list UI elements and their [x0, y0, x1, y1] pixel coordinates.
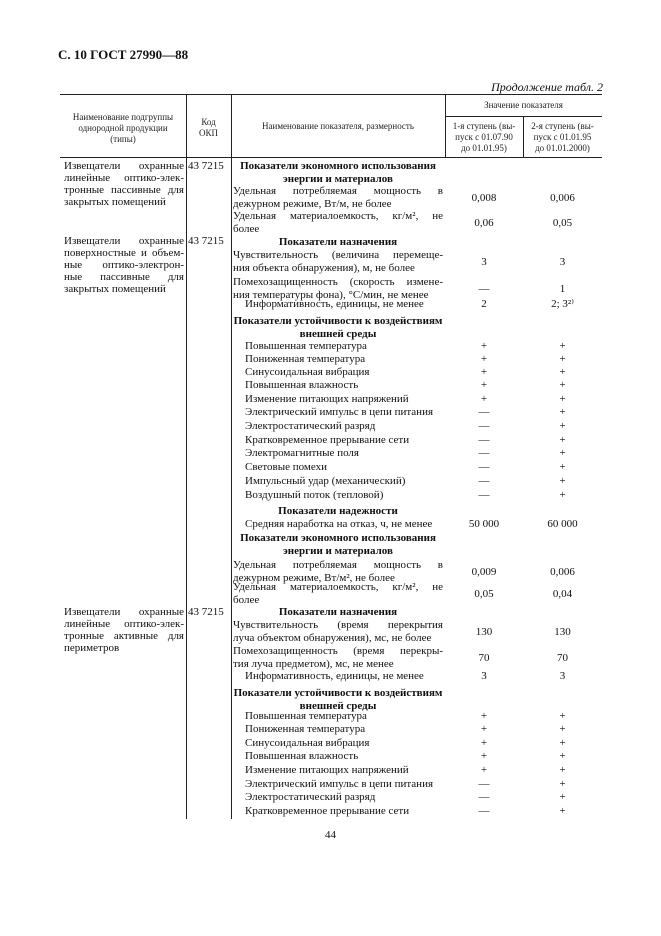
header-bottom-rule	[60, 157, 602, 158]
indicator-line: Кратковременное прерывание сети	[245, 805, 410, 817]
value-stage-2: +	[559, 461, 566, 473]
value-stage-1: +	[480, 710, 488, 722]
value-stage-1: 50 000	[468, 518, 500, 530]
header-stage-2	[523, 121, 602, 154]
group-line: Извещатели охранные	[64, 606, 184, 618]
indicator-line: Удельная потребляемая мощность в	[233, 185, 443, 197]
group-line: тронные активные для	[64, 630, 184, 642]
indicator-line: тия луча предметом), мс, не менее	[233, 658, 394, 670]
indicator-line: Синусоидальная вибрация	[245, 737, 370, 749]
group-line: закрытых помещений	[64, 196, 166, 208]
value-stage-1: 0,06	[474, 216, 494, 229]
value-stage-2: +	[559, 366, 566, 378]
value-stage-1: 0,008	[471, 191, 497, 204]
indicator-line: дежурном режиме, Вт/м, не более	[233, 198, 392, 210]
value-stage-1: 130	[475, 625, 493, 638]
header-stage-line: до 01.01.2000)	[535, 143, 590, 153]
header-group-line: Наименование подгруппы	[72, 112, 174, 122]
value-stage-1: +	[480, 750, 488, 762]
value-stage-2: +	[559, 723, 566, 735]
header-value: Значение показателя	[484, 100, 563, 110]
value-stage-2: 1	[559, 282, 566, 295]
value-stage-1: 70	[478, 651, 490, 664]
value-stage-1: +	[480, 393, 488, 405]
header-stage-line: 2-я ступень (вы-	[531, 121, 594, 131]
value-stage-2: 0,006	[550, 191, 575, 204]
indicator-line: Удельная материалоемкость, кг/м², не	[233, 210, 443, 222]
indicator-line: Пониженная температура	[245, 353, 366, 365]
indicator-line: Изменение питающих напряжений	[245, 764, 409, 776]
indicator-line: Повышенная влажность	[245, 750, 359, 762]
header-group	[60, 112, 186, 145]
indicator-line: Информативность, единицы, не менее	[245, 670, 424, 682]
value-stage-2: +	[559, 710, 566, 722]
value-stage-2: 3	[559, 255, 566, 268]
group-line: тронные пассивные для	[64, 184, 184, 196]
header-okp-line: Код	[201, 117, 216, 127]
indicator-line: Удельная потребляемая мощность в	[233, 559, 443, 571]
value-stage-2: 70	[557, 651, 568, 664]
okp-code-3: 43 7215	[188, 606, 224, 618]
indicator-line: ния температуры фона), °С/мин, не менее	[233, 289, 429, 301]
value-stage-1: —	[478, 461, 490, 473]
value-stage-1: —	[478, 791, 490, 803]
value-stage-1: 3	[481, 255, 487, 268]
indicator-line: Повышенная влажность	[245, 379, 359, 391]
indicator-line: дежурном режиме, Вт/м², не более	[233, 572, 395, 584]
continuation-note: Продолжение табл. 2	[491, 80, 603, 94]
indicator-line: Чувствительность (величина перемеще-	[233, 249, 443, 261]
group-line: периметров	[64, 642, 120, 654]
value-stage-1: —	[478, 420, 490, 432]
indicator-line: ния объекта обнаружения), м, не более	[233, 262, 415, 274]
value-stage-2: +	[559, 475, 566, 487]
section-heading-line: Показатели устойчивости к воздействиям	[233, 687, 443, 699]
indicator-line: Удельная материалоемкость, кг/м², не	[233, 581, 443, 593]
indicator-line: Электрический импульс в цепи питания	[245, 406, 434, 418]
value-stage-1: —	[478, 805, 490, 817]
value-stage-2: +	[559, 489, 566, 501]
indicator-line: Изменение питающих напряжений	[245, 393, 409, 405]
value-stage-1: —	[478, 447, 490, 459]
indicator-line: Средняя наработка на отказ, ч, не менее	[245, 518, 433, 530]
section-heading-line: Показатели экономного использования	[240, 160, 436, 172]
indicator-line: более	[233, 223, 260, 235]
group-line: линейные оптико-элек-	[64, 618, 184, 630]
value-stage-2: 3	[559, 670, 566, 682]
value-stage-1: —	[478, 475, 490, 487]
section-heading-line: Показатели надежности	[278, 505, 398, 517]
page-number: 44	[325, 829, 336, 841]
value-stage-2: 60 000	[547, 518, 578, 530]
value-stage-2: +	[559, 393, 566, 405]
section-heading-line: Показатели назначения	[278, 606, 398, 618]
indicator-line: Электромагнитные поля	[245, 447, 359, 459]
indicator-line: Импульсный удар (механический)	[245, 475, 406, 487]
value-stage-2: +	[559, 434, 566, 446]
indicator-line: Электростатический разряд	[245, 791, 376, 803]
value-stage-2: +	[559, 805, 566, 817]
section-heading-line: энергии и материалов	[283, 545, 393, 557]
indicator-line: Помехозащищенность (скорость измене-	[233, 276, 443, 288]
col-divider-okp	[231, 94, 232, 819]
value-stage-2: 0,006	[550, 565, 575, 578]
value-stage-2: +	[559, 340, 566, 352]
header-group-line: однородной продукции	[78, 123, 168, 133]
value-stage-1: +	[480, 366, 488, 378]
section-heading-line: внешней среды	[299, 700, 377, 712]
value-stage-2: 2; 3²⁾	[551, 298, 574, 310]
value-stage-2: 130	[554, 625, 571, 638]
table-top-rule	[60, 94, 602, 95]
value-stage-1: —	[478, 406, 490, 418]
group-cell-1	[64, 160, 184, 208]
value-stage-2: +	[559, 764, 566, 776]
indicator-line: Помехозащищенность (время перекры-	[233, 645, 443, 657]
section-heading-line: Показатели назначения	[278, 236, 398, 248]
section-heading-line: Показатели экономного использования	[240, 532, 436, 544]
header-group-line: (типы)	[110, 134, 136, 144]
section-heading-line: энергии и материалов	[283, 173, 393, 185]
group-cell-3	[64, 606, 184, 654]
indicator-line: луча объектом обнаружения), мс, не более	[233, 632, 432, 644]
value-stage-2: +	[559, 353, 566, 365]
section-heading-line: Показатели устойчивости к воздействиям	[233, 315, 443, 327]
indicator-line: более	[233, 594, 260, 606]
indicator-line: Кратковременное прерывание сети	[245, 434, 410, 446]
indicator-line: Воздушный поток (тепловой)	[245, 489, 384, 501]
group-line: линейные оптико-элек-	[64, 172, 184, 184]
indicator-line: Чувствительность (время перекрытия	[233, 619, 443, 631]
value-stage-2: +	[559, 447, 566, 459]
value-stage-2: +	[559, 406, 566, 418]
indicator-line: Пониженная температура	[245, 723, 366, 735]
indicator-line: Повышенная температура	[245, 340, 367, 352]
indicator-line: Повышенная температура	[245, 710, 367, 722]
indicator-line: Световые помехи	[245, 461, 327, 473]
value-stage-1: +	[480, 379, 488, 391]
group-line: ные оптико-электрон-	[64, 259, 184, 271]
value-stage-1: +	[480, 340, 488, 352]
value-stage-2: 0,04	[552, 587, 573, 600]
value-stage-2: +	[559, 420, 566, 432]
group-line: Извещатели охранные	[64, 235, 184, 247]
header-stage-line: пуск с 01.01.95	[533, 132, 592, 142]
value-stage-1: 0,05	[474, 587, 494, 600]
value-stage-2: +	[559, 379, 566, 391]
header-okp	[186, 117, 231, 139]
section-heading-line: внешней среды	[299, 328, 377, 340]
value-stage-2: 0,05	[552, 216, 573, 229]
value-stage-1: +	[480, 353, 488, 365]
value-stage-1: +	[480, 737, 488, 749]
value-stage-1: —	[478, 489, 490, 501]
group-line: закрытых помещений	[64, 283, 166, 295]
value-stage-2: +	[559, 778, 566, 790]
header-indicator: Наименование показателя, размерность	[262, 121, 414, 131]
indicator-line: Информативность, единицы, не менее	[245, 298, 424, 310]
header-stage-line: 1-я ступень (вы-	[452, 121, 516, 131]
value-stage-1: +	[480, 723, 488, 735]
indicator-line: Синусоидальная вибрация	[245, 366, 370, 378]
header-stage-line: пуск с 01.07.90	[455, 132, 513, 142]
value-stage-1: 2	[481, 298, 487, 310]
value-stage-1: 3	[481, 670, 487, 682]
group-line: Извещатели охранные	[64, 160, 184, 172]
indicator-line: Электрический импульс в цепи питания	[245, 778, 434, 790]
value-stage-1: —	[478, 282, 490, 295]
okp-code-1: 43 7215	[188, 160, 224, 172]
header-stage-line: до 01.01.95)	[461, 143, 507, 153]
value-stage-2: +	[559, 750, 566, 762]
value-stage-1: +	[480, 764, 488, 776]
indicator-line: Электростатический разряд	[245, 420, 376, 432]
group-line: ные пассивные для	[64, 271, 184, 283]
value-stage-1: 0,009	[471, 565, 497, 578]
value-stage-2: +	[559, 737, 566, 749]
col-divider-group	[186, 94, 187, 819]
group-line: поверхностные и объем-	[64, 247, 184, 259]
page-title: С. 10 ГОСТ 27990—88	[58, 47, 189, 62]
value-stage-1: —	[478, 434, 490, 446]
value-stage-1: —	[478, 778, 490, 790]
group-cell-2	[64, 235, 184, 295]
value-stage-2: +	[559, 791, 566, 803]
okp-code-2: 43 7215	[188, 235, 224, 247]
header-stage-1	[445, 121, 523, 154]
header-okp-line: ОКП	[198, 128, 218, 138]
